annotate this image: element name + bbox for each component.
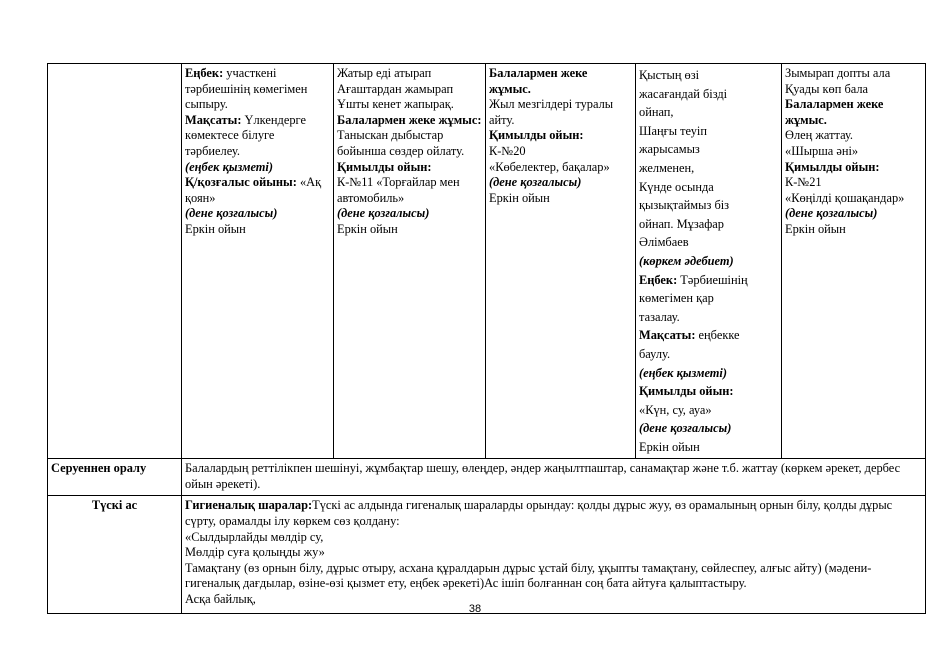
activity-line (639, 66, 778, 85)
activity-label: Қимылды ойын: (785, 159, 880, 174)
activity-category: (дене қозғалысы) (185, 206, 278, 221)
activity-line (639, 252, 778, 271)
activity-text: Таныскан дыбыстар бойынша сөздер ойлату. (337, 128, 465, 158)
activity-text: Әлімбаев (639, 235, 689, 250)
activity-line (639, 85, 778, 104)
activity-text: К-№11 «Торғайлар мен автомобиль» (337, 175, 460, 205)
activity-line (337, 66, 482, 82)
monday-activities-cell (182, 64, 334, 459)
activity-line (489, 175, 632, 191)
poem-line-1: «Сылдырлайды мөлдір су, (185, 529, 324, 544)
activity-label: Еңбек: (639, 272, 678, 287)
activity-line (785, 191, 922, 207)
activity-label: Қ/қозғалыс ойыны: (185, 175, 297, 190)
activity-category: (дене қозғалысы) (337, 206, 430, 221)
activity-category: (дене қозғалысы) (639, 421, 732, 436)
activity-line (639, 196, 778, 215)
activity-line (785, 160, 922, 176)
activity-text: жасағандай бізді (639, 86, 728, 101)
activity-text: Қуады көп бала (785, 81, 869, 96)
activity-line (337, 113, 482, 160)
daily-plan-table (47, 63, 926, 614)
hygiene-text: Түскі ас алдында гигеналық шараларды орындау: қолды дұрыс жуу, өз орамалының орнын білу, қолды дұрыс сүрту, орамалды ілу көркем сөз қолдану: (185, 498, 893, 529)
activity-text: желменен, (639, 160, 695, 175)
return-row-label: Серуеннен оралу (48, 459, 182, 496)
activity-text: Өлең жаттау. (785, 128, 854, 143)
activity-text: Үлкендерге көмектесе білуге тәрбиелеу. (185, 112, 306, 158)
activity-text: Қыстың өзі (639, 68, 700, 82)
activity-text: қызықтаймыз біз (639, 198, 730, 213)
activity-line (639, 438, 778, 457)
activity-label: Қимылды ойын: (639, 384, 734, 399)
activity-text: ойнап. Мұзафар (639, 216, 724, 231)
activity-line (639, 140, 778, 159)
activity-label: Қимылды ойын: (489, 128, 584, 143)
activity-text: еңбекке (695, 328, 740, 343)
thursday-activities-cell (636, 64, 782, 459)
activity-line (489, 97, 632, 128)
activity-line (785, 144, 922, 160)
activity-text: К-№20 (489, 143, 526, 158)
activity-line (785, 175, 922, 191)
activity-line (785, 66, 922, 82)
activity-text: «Көңілді қошақандар» (785, 190, 905, 205)
activity-line (489, 66, 632, 97)
activity-line (639, 233, 778, 252)
activity-text: Еркін ойын (639, 439, 700, 454)
activity-label: Балалармен жеке жұмыс. (785, 97, 884, 127)
activity-line (185, 66, 330, 113)
activity-line (185, 160, 330, 176)
activity-text: «Көбелектер, бақалар» (489, 159, 610, 174)
page-number: 38 (468, 603, 482, 615)
activity-text: Жыл мезгілдері туралы айту. (489, 97, 614, 127)
activity-line (639, 271, 778, 290)
return-from-walk-row (48, 459, 926, 496)
activity-line (639, 382, 778, 401)
activity-line (185, 175, 330, 206)
activity-line (639, 289, 778, 308)
activity-line (639, 419, 778, 438)
activity-category: (көркем әдебиет) (639, 253, 734, 268)
activity-text: Шаңғы теуіп (639, 123, 708, 138)
activity-label: Еңбек: (185, 66, 224, 80)
activity-line (785, 206, 922, 222)
lunch-row-label: Түскі ас (48, 496, 182, 614)
activity-label: Балалармен жеке жұмыс: (337, 112, 482, 127)
activity-line (185, 206, 330, 222)
activity-text: тазалау. (639, 309, 680, 324)
activity-text: ойнап, (639, 105, 674, 120)
activity-line (337, 206, 482, 222)
activity-text: Еркін ойын (337, 221, 398, 236)
activity-line (337, 160, 482, 176)
friday-activities-cell (782, 64, 926, 459)
activity-line (639, 159, 778, 178)
activity-text: Еркін ойын (185, 221, 246, 236)
activity-line (337, 222, 482, 238)
activity-text: участкені тәрбиешінің көмегімен сыпыру. (185, 66, 308, 112)
activity-line (785, 222, 922, 238)
hygiene-heading: Гигиеналық шаралар: (185, 498, 313, 513)
activity-label: Қимылды ойын: (337, 159, 432, 174)
activity-line (639, 178, 778, 197)
activity-line (337, 97, 482, 113)
tuesday-activities-cell (334, 64, 486, 459)
meal-text: Тамақтану (өз орнын білу, дұрыс отыру, асхана құралдарын дұрыс ұстай білу, ұқыпты тамақтану, сөйлеспеу, алғыс айту) (мәдени-гигеналық дағдылар, өзіне-өзі қызмет ету, еңбек әрекеті)Ас ішіп болғаннан соң бата айтуға қалыптастыру. (185, 560, 872, 591)
activity-line (185, 113, 330, 160)
activity-text: Жатыр еді атырап (337, 66, 432, 80)
activity-line (489, 160, 632, 176)
activity-text: Еркін ойын (489, 190, 550, 205)
activity-text: Ұшты кенет жапырақ. (337, 97, 454, 112)
activity-category: (дене қозғалысы) (489, 175, 582, 190)
activity-line (639, 215, 778, 234)
activity-text: көмегімен қар (639, 291, 714, 306)
activity-line (337, 175, 482, 206)
activity-line (337, 82, 482, 98)
activity-line (785, 128, 922, 144)
blessing-line: Асқа байлық, (185, 592, 256, 607)
activity-line (639, 401, 778, 420)
activity-text: «Күн, су, ауа» (639, 402, 712, 417)
lunch-row-content (182, 496, 926, 614)
activity-category: (еңбек қызметі) (639, 365, 727, 380)
activity-line (785, 97, 922, 128)
activity-text: жарысамыз (639, 142, 700, 157)
activity-text: Ағаштардан жамырап (337, 81, 454, 96)
activity-label: Мақсаты: (639, 328, 696, 343)
activity-line (639, 326, 778, 345)
activity-line (489, 144, 632, 160)
activity-label: Балалармен жеке жұмыс. (489, 66, 588, 96)
activity-line (639, 122, 778, 141)
activity-text: Тәрбиешінің (677, 272, 748, 287)
row-label-empty (48, 64, 182, 459)
activity-line (489, 191, 632, 207)
activity-text: «Шырша әні» (785, 143, 859, 158)
activity-text: Күнде осында (639, 179, 714, 194)
activity-line (785, 82, 922, 98)
wednesday-activities-cell (486, 64, 636, 459)
poem-line-2: Мөлдір суға қолыңды жу» (185, 545, 325, 560)
activity-line (639, 103, 778, 122)
activity-line (185, 222, 330, 238)
activity-line (489, 128, 632, 144)
return-row-text: Балалардың реттілікпен шешінуі, жұмбақтар шешу, өлеңдер, әндер жаңылтпаштар, санамақтар және т.б. жаттау (көркем әрекет, дербес ойын әрекеті). (182, 459, 926, 496)
lunch-row (48, 496, 926, 614)
activity-text: баулу. (639, 346, 671, 361)
activity-line (639, 345, 778, 364)
activity-text: Зымырап допты ала (785, 66, 891, 80)
activity-line (639, 364, 778, 383)
activity-line (639, 308, 778, 327)
activity-category: (дене қозғалысы) (785, 206, 878, 221)
activity-category: (еңбек қызметі) (185, 159, 273, 174)
walk-activities-row (48, 64, 926, 459)
activity-label: Мақсаты: (185, 112, 242, 127)
activity-text: К-№21 (785, 175, 822, 190)
activity-text: Еркін ойын (785, 221, 846, 236)
activity-text: «Ақ қоян» (185, 175, 322, 205)
